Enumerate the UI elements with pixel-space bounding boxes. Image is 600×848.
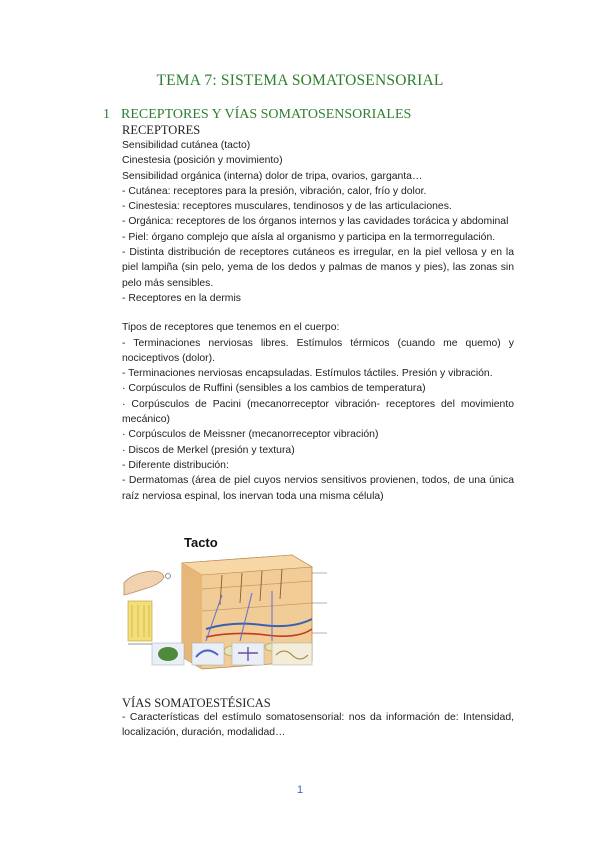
section-heading [103, 107, 411, 123]
paragraph: - Distinta distribución de receptores cutáneos es irregular, en la piel vellosa y en la piel lampiña (sin pelo, yema de los dedos y palmas de manos y pies), las zonas sin pelo más sensibles. [122, 247, 514, 289]
layer-label-lines [312, 573, 327, 633]
paragraph: · Corpúsculos de Ruffini (sensibles a los cambios de temperatura) [122, 383, 426, 395]
vias-heading: VÍAS SOMATOESTÉSICAS [122, 696, 271, 710]
paragraph: - Dermatomas (área de piel cuyos nervios sensitivos provienen, todos, de una única raíz nerviosa espinal, los inervan toda una misma célula) [122, 475, 514, 502]
paragraph: Cinestesia (posición y movimiento) [122, 155, 283, 167]
figure-title: Tacto [184, 535, 218, 550]
receptores-heading: RECEPTORES [122, 123, 201, 137]
paragraph: - Cinestesia: receptores musculares, tendinosos y de las articulaciones. [122, 201, 452, 213]
skin-cross-section-illustration [122, 533, 345, 679]
tacto-figure [122, 533, 345, 679]
finger-icon [124, 571, 171, 595]
paragraph: Tipos de receptores que tenemos en el cuerpo: [122, 322, 340, 334]
paragraph: - Características del estímulo somatosensorial: nos da información de: Intensidad, localización, duración, modalidad… [122, 712, 514, 739]
section-number: 1 [103, 107, 110, 122]
page-number: 1 [296, 784, 304, 796]
paragraph: - Orgánica: receptores de los órganos internos y las cavidades torácica y abdominal [122, 216, 509, 228]
paragraph: · Corpúsculos de Pacini (mecanorreceptor vibración- receptores del movimiento mecánico) [122, 398, 514, 426]
paragraph: - Receptores en la dermis [122, 292, 241, 304]
paragraph: - Diferente distribución: [122, 459, 229, 471]
paragraph: - Piel: órgano complejo que aísla al organismo y participa en la termorregulación. [122, 231, 496, 243]
receptor-thumbnails [152, 643, 312, 665]
page-title: TEMA 7: SISTEMA SOMATOSENSORIAL [156, 72, 444, 89]
section-heading-text: RECEPTORES Y VÍAS SOMATOSENSORIALES [121, 107, 412, 122]
receptores-body [122, 138, 514, 504]
paragraph: · Discos de Merkel (presión y textura) [122, 444, 295, 456]
magnified-receptor-icon [128, 601, 154, 645]
paragraph: - Terminaciones nerviosas encapsuladas. Estímulos táctiles. Presión y vibración. [122, 368, 493, 380]
paragraph: Sensibilidad orgánica (interna) dolor de tripa, ovarios, garganta… [122, 170, 423, 182]
paragraph: - Cutánea: receptores para la presión, vibración, calor, frío y dolor. [122, 185, 427, 197]
paragraph: · Corpúsculos de Meissner (mecanorreceptor vibración) [122, 429, 379, 441]
paragraph: Sensibilidad cutánea (tacto) [122, 140, 251, 151]
vias-body [122, 710, 514, 741]
paragraph: - Terminaciones nerviosas libres. Estímulos térmicos (cuando me quemo) y nociceptivos (dolor). [122, 337, 514, 364]
